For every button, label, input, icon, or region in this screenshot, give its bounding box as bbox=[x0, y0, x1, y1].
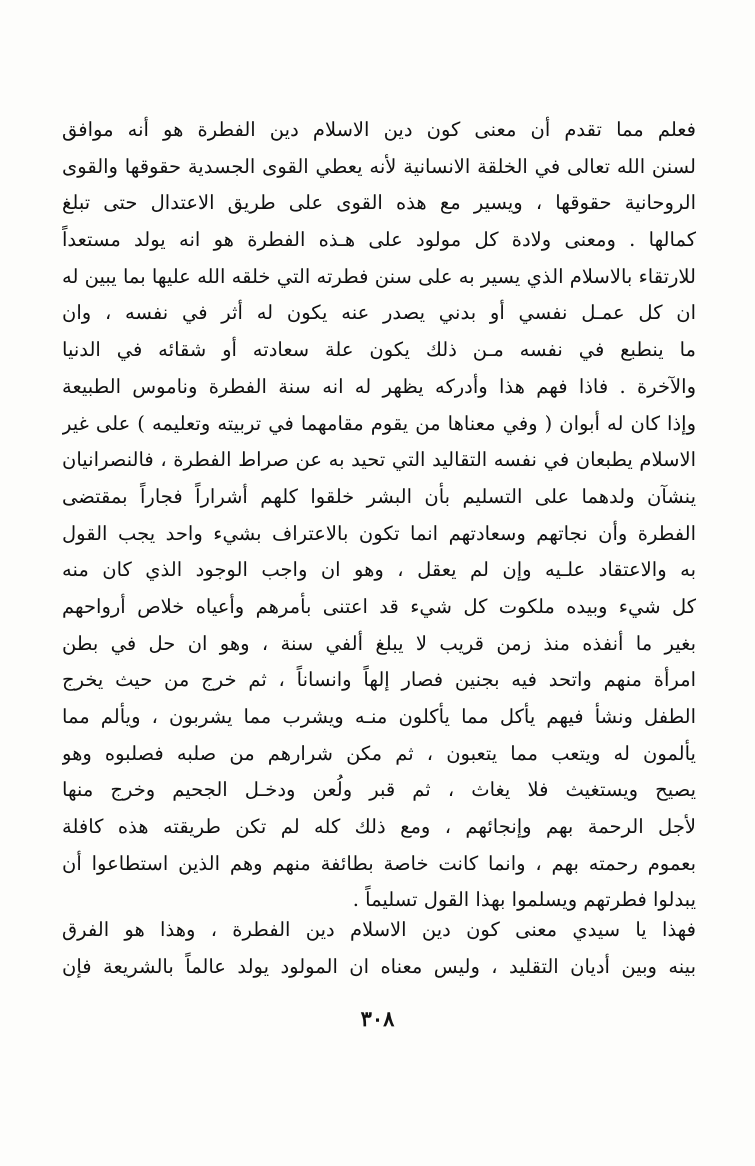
text-line: الروحانية حقوقها ، ويسير مع هذه القوى على طريق الاعتدال حتى تبلغ bbox=[62, 191, 696, 215]
text-line: لسنن الله تعالى في الخلقة الانسانية لأنه يعطي القوى الجسدية حقوقها والقوى bbox=[62, 154, 696, 178]
text-line: كمالها . ومعنى ولادة كل مولود على هـذه الفطرة هو انه يولد مستعداً bbox=[62, 228, 696, 252]
text-line: به والاعتقاد علـيه وإن لم يعقل ، وهو ان واجب الوجود الذي كان منه bbox=[62, 558, 696, 582]
text-line: بعموم رحمته بهم ، وانما كانت خاصة بطائفة منهم وهم الذين استطاعوا أن bbox=[62, 851, 696, 875]
text-line: والآخرة . فاذا فهم هذا وأدركه يظهر له انه سنة الفطرة وناموس الطبيعة bbox=[62, 374, 696, 398]
page-number: ٣٠٨ bbox=[360, 1006, 395, 1031]
text-line: للارتقاء بالاسلام الذي يسير به على سنن فطرته التي خلقه الله عليها بما يبين له bbox=[62, 264, 696, 288]
text-line: ان كل عمـل نفسي أو بدني يصدر عنه يكون له أثر في نفسه ، وان bbox=[62, 301, 696, 325]
text-line: بغير ما أنفذه منذ زمن قريب لا يبلغ ألفي سنة ، وهو ان حل في بطن bbox=[62, 631, 696, 655]
text-line: يبدلوا فطرتهم ويسلموا بهذا القول تسليماً . bbox=[352, 888, 696, 912]
text-line: امرأة منهم واتحد فيه بجنين فصار إلهاً وانساناً ، ثم خرج من حيث يخرج bbox=[62, 668, 696, 692]
text-line: فعلم مما تقدم أن معنى كون دين الاسلام دين الفطرة هو أنه موافق bbox=[62, 118, 696, 141]
text-line: بينه وبين أديان التقليد ، وليس معناه ان المولود يولد عالماً بالشريعة فإن bbox=[62, 954, 696, 978]
text-line: لأجل الرحمة بهم وإنجائهم ، ومع ذلك كله لم تكن طريقته هذه كافلة bbox=[62, 815, 696, 839]
text-line: الفطرة وأن نجاتهم وسعادتهم انما تكون بالاعتراف بشيء واحد يجب القول bbox=[62, 521, 696, 545]
text-line: الطفل ونشأ فيهم يأكل مما يأكلون منـه ويشرب مما يشربون ، ويألم مما bbox=[62, 705, 696, 728]
text-line: يألمون له ويتعب مما يتعبون ، ثم مكن شرارهم من صلبه فصلبوه وهو bbox=[62, 741, 696, 765]
paragraph-1 bbox=[62, 112, 696, 919]
text-line: وإذا كان له أبوان ( وفي معناها من يقوم مقامهما في تربيته وتعليمه ) على غير bbox=[62, 411, 696, 435]
text-line: الاسلام يطبعان في نفسه التقاليد التي تحيد به عن صراط الفطرة ، فالنصرانيان bbox=[62, 448, 696, 472]
text-line: فهذا يا سيدي معنى كون دين الاسلام دين الفطرة ، وهذا هو الفرق bbox=[62, 918, 696, 941]
paragraph-2 bbox=[62, 912, 696, 985]
text-line: كل شيء وبيده ملكوت كل شيء قد اعتنى بأمرهم وأعياه خلاص أرواحهم bbox=[62, 594, 696, 618]
text-line: يصيح ويستغيث فلا يغاث ، ثم قبر ولُعن ودخـل الجحيم وخرج منها bbox=[62, 778, 696, 802]
text-line: ينشآن ولدهما على التسليم بأن البشر خلقوا كلهم أشراراً فجاراً بمقتضى bbox=[62, 484, 696, 508]
text-line: ما ينطبع في نفسه مـن ذلك يكون علة سعادته أو شقائه في الدنيا bbox=[62, 338, 696, 362]
